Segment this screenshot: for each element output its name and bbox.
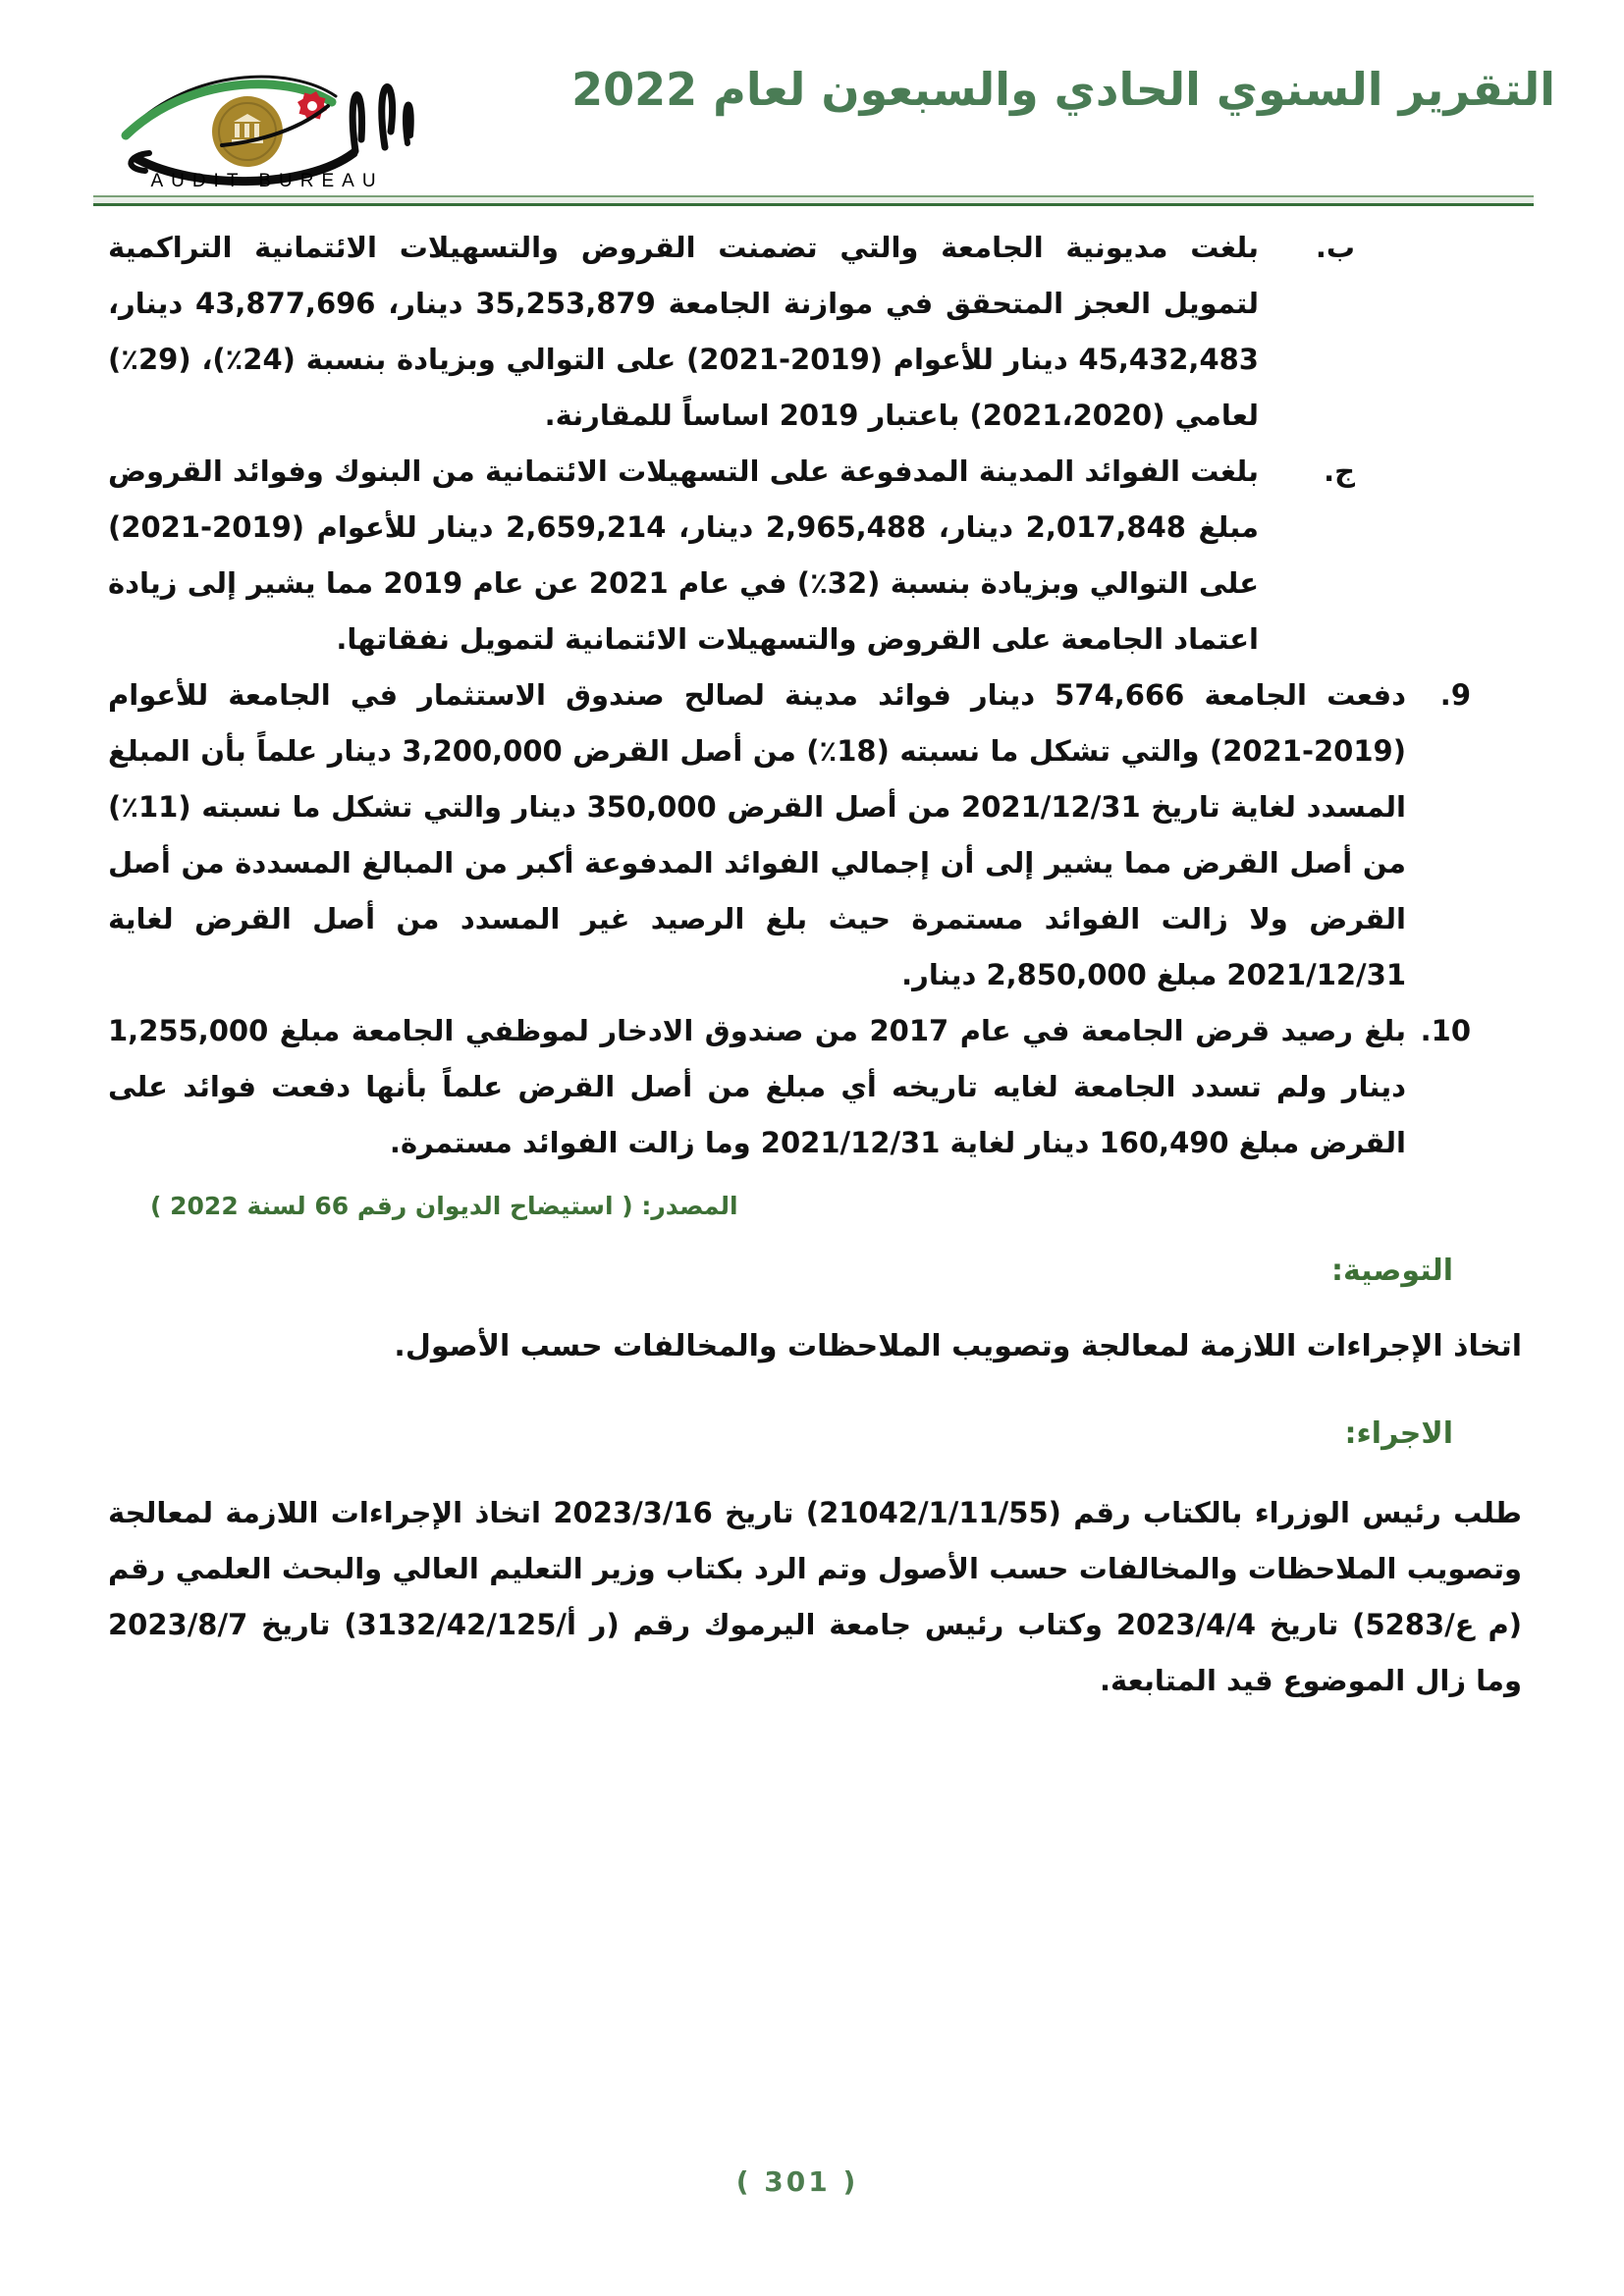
action-heading: الاجراء: [1344, 1416, 1453, 1451]
gold-coin-emblem [212, 96, 283, 167]
header-divider [93, 195, 1534, 206]
recommendation-heading: التوصية: [1330, 1254, 1453, 1288]
list-item-marker: ب. [1315, 231, 1355, 264]
list-item-text: بلغت مديونية الجامعة والتي تضمنت القروض والتسهيلات الائتمانية التراكمية لتمويل العجز المتحقق في موازنة الجامعة 35,253,879 دينار، 43,877,696 دينار، 45,432,483 دينار للأعوام (2019-2021) على التوالي وبزيادة بنسبة (24٪)، (29٪) لعامي (2021،2020) باعتبار 2019 اساساً للمقارنة. [108, 231, 1259, 432]
page-number: ( 301 ) [735, 2165, 859, 2198]
list-item-marker: 9. [1439, 678, 1471, 712]
source-reference: المصدر: ( استيضاح الديوان رقم 66 لسنة 2022 ) [150, 1192, 738, 1220]
list-item-10 [93, 1003, 1532, 1171]
list-item-9 [93, 667, 1532, 1003]
logo-text: AUDIT BUREAU [150, 171, 384, 191]
report-body [93, 220, 1532, 1709]
list-item-j [93, 444, 1532, 667]
list-item-text: بلغت الفوائد المدينة المدفوعة على التسهيلات الائتمانية من البنوك وفوائد القروض مبلغ 2,017,848 دينار، 2,965,488 دينار، 2,659,214 دينار للأعوام (2019-2021) على التوالي وبزيادة بنسبة (32٪) في عام 2021 عن عام 2019 مما يشير إلى زيادة اعتماد الجامعة على القروض والتسهيلات الائتمانية لتمويل نفقاتها. [108, 454, 1260, 656]
list-item-marker: 10. [1420, 1014, 1471, 1047]
audit-bureau-logo-graphic [98, 45, 437, 202]
list-item-text: بلغ رصيد قرض الجامعة في عام 2017 من صندوق الادخار لموظفي الجامعة مبلغ 1,255,000 دينار ولم تسدد الجامعة لغايه تاريخه أي مبلغ من أصل القرض علماً بأنها دفعت فوائد على القرض مبلغ 160,490 دينار لغاية 2021/12/31 وما زالت الفوائد مستمرة. [108, 1014, 1407, 1159]
page-title: التقرير السنوي الحادي والسبعون لعام 2022 [571, 63, 1555, 116]
audit-bureau-logo [98, 45, 437, 202]
list-item-marker: ج. [1324, 454, 1355, 488]
recommendation-text: اتخاذ الإجراءات اللازمة لمعالجة وتصويب الملاحظات والمخالفات حسب الأصول. [394, 1329, 1522, 1363]
action-text: طلب رئيس الوزراء بالكتاب رقم (21042/1/11/55) تاريخ 2023/3/16 اتخاذ الإجراءات اللازمة لمعالجة وتصويب الملاحظات والمخالفات حسب الأصول وتم الرد بكتاب وزير التعليم العالي والبحث العلمي رقم (م ع/5283) تاريخ 2023/4/4 وكتاب رئيس جامعة اليرموك رقم (ر أ/3132/42/125) تاريخ 2023/8/7 وما زال الموضوع قيد المتابعة. [108, 1496, 1522, 1697]
list-item-b [93, 220, 1532, 444]
list-item-text: دفعت الجامعة 574,666 دينار فوائد مدينة لصالح صندوق الاستثمار في الجامعة للأعوام (2019-2021) والتي تشكل ما نسبته (18٪) من أصل القرض 3,200,000 دينار علماً بأن المبلغ المسدد لغاية تاريخ 2021/12/31 من أصل القرض 350,000 دينار والتي تشكل ما نسبته (11٪) من أصل القرض مما يشير إلى أن إجمالي الفوائد المدفوعة أكبر من المبالغ المسددة من أصل القرض ولا زالت الفوائد مستمرة حيث بلغ الرصيد غير المسدد من أصل القرض لغاية 2021/12/31 مبلغ 2,850,000 دينار. [108, 678, 1407, 991]
